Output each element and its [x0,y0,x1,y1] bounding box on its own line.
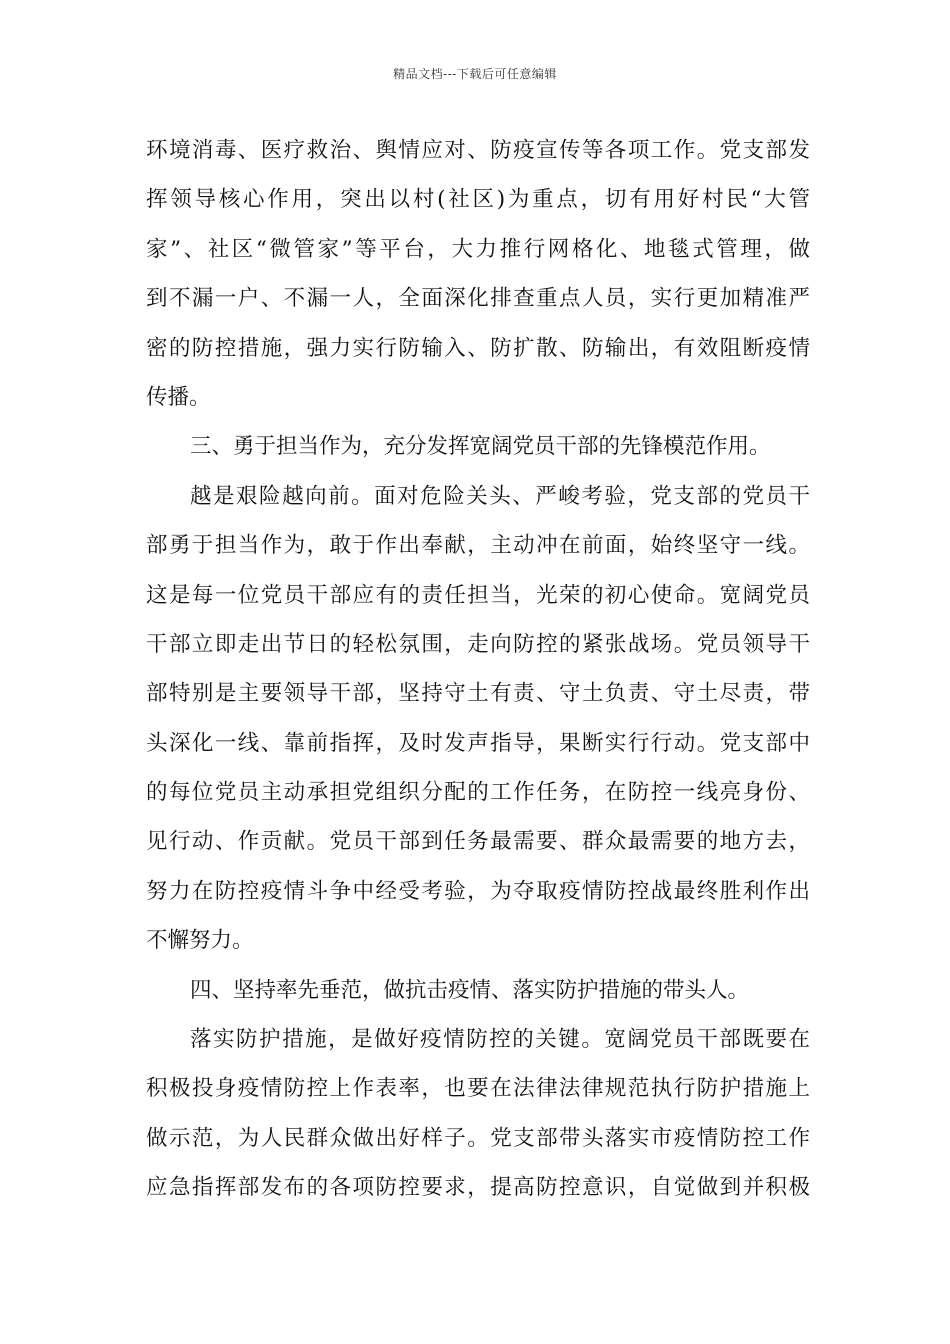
page-header: 精品文档---下载后可任意编辑 [393,67,557,81]
section-heading-3 [146,422,810,471]
text-line: 落实防护措施，是做好疫情防控的关键。宽阔党员干部既要在 [190,1027,810,1053]
text-line: 不懈努力。 [146,928,254,954]
paragraph-1 [146,126,810,422]
text-line: 见行动、作贡献。党员干部到任务最需要、群众最需要的地方去， [146,829,810,855]
text-line: 头深化一线、靠前指挥，及时发声指导，果断实行行动。党支部中 [146,730,810,756]
text-line: 家”、社区“微管家”等平台，大力推行网格化、地毯式管理，做 [146,236,810,262]
section-heading-4 [146,966,810,1015]
paragraph-3 [146,472,810,966]
paragraph-5 [146,1015,810,1213]
text-line: 干部立即走出节日的轻松氛围，走向防控的紧张战场。党员领导干 [146,631,810,657]
text-line: 做示范，为人民群众做出好样子。党支部带头落实市疫情防控工作 [146,1125,810,1151]
document-body [146,126,810,1213]
text-line: 的每位党员主动承担党组织分配的工作任务，在防控一线亮身份、 [146,780,810,806]
text-line: 部勇于担当作为，敢于作出奉献，主动冲在前面，始终坚守一线。 [146,533,810,559]
text-line: 应急指挥部发布的各项防控要求，提高防控意识，自觉做到并积极 [146,1175,810,1201]
text-line: 这是每一位党员干部应有的责任担当，光荣的初心使命。宽阔党员 [146,582,810,608]
text-line: 部特别是主要领导干部，坚持守土有责、守土负责、守土尽责，带 [146,681,810,707]
heading-line: 三、勇于担当作为，充分发挥宽阔党员干部的先锋模范作用。 [190,434,771,460]
text-line: 环境消毒、医疗救治、舆情应对、防疫宣传等各项工作。党支部发 [146,138,810,163]
text-line: 挥领导核心作用，突出以村(社区)为重点，切有用好村民“大管 [146,187,810,213]
text-line: 传播。 [146,384,211,410]
heading-line: 四、坚持率先垂范，做抗击疫情、落实防护措施的带头人。 [190,977,750,1003]
text-line: 越是艰险越向前。面对危险关头、严峻考验，党支部的党员干 [190,483,810,509]
text-line: 密的防控措施，强力实行防输入、防扩散、防输出，有效阻断疫情 [146,335,810,361]
text-line: 努力在防控疫情斗争中经受考验，为夺取疫情防控战最终胜利作出 [146,878,810,904]
text-line: 积极投身疫情防控上作表率，也要在法律法律规范执行防护措施上 [146,1076,810,1102]
text-line: 到不漏一户、不漏一人，全面深化排查重点人员，实行更加精准严 [146,286,810,312]
